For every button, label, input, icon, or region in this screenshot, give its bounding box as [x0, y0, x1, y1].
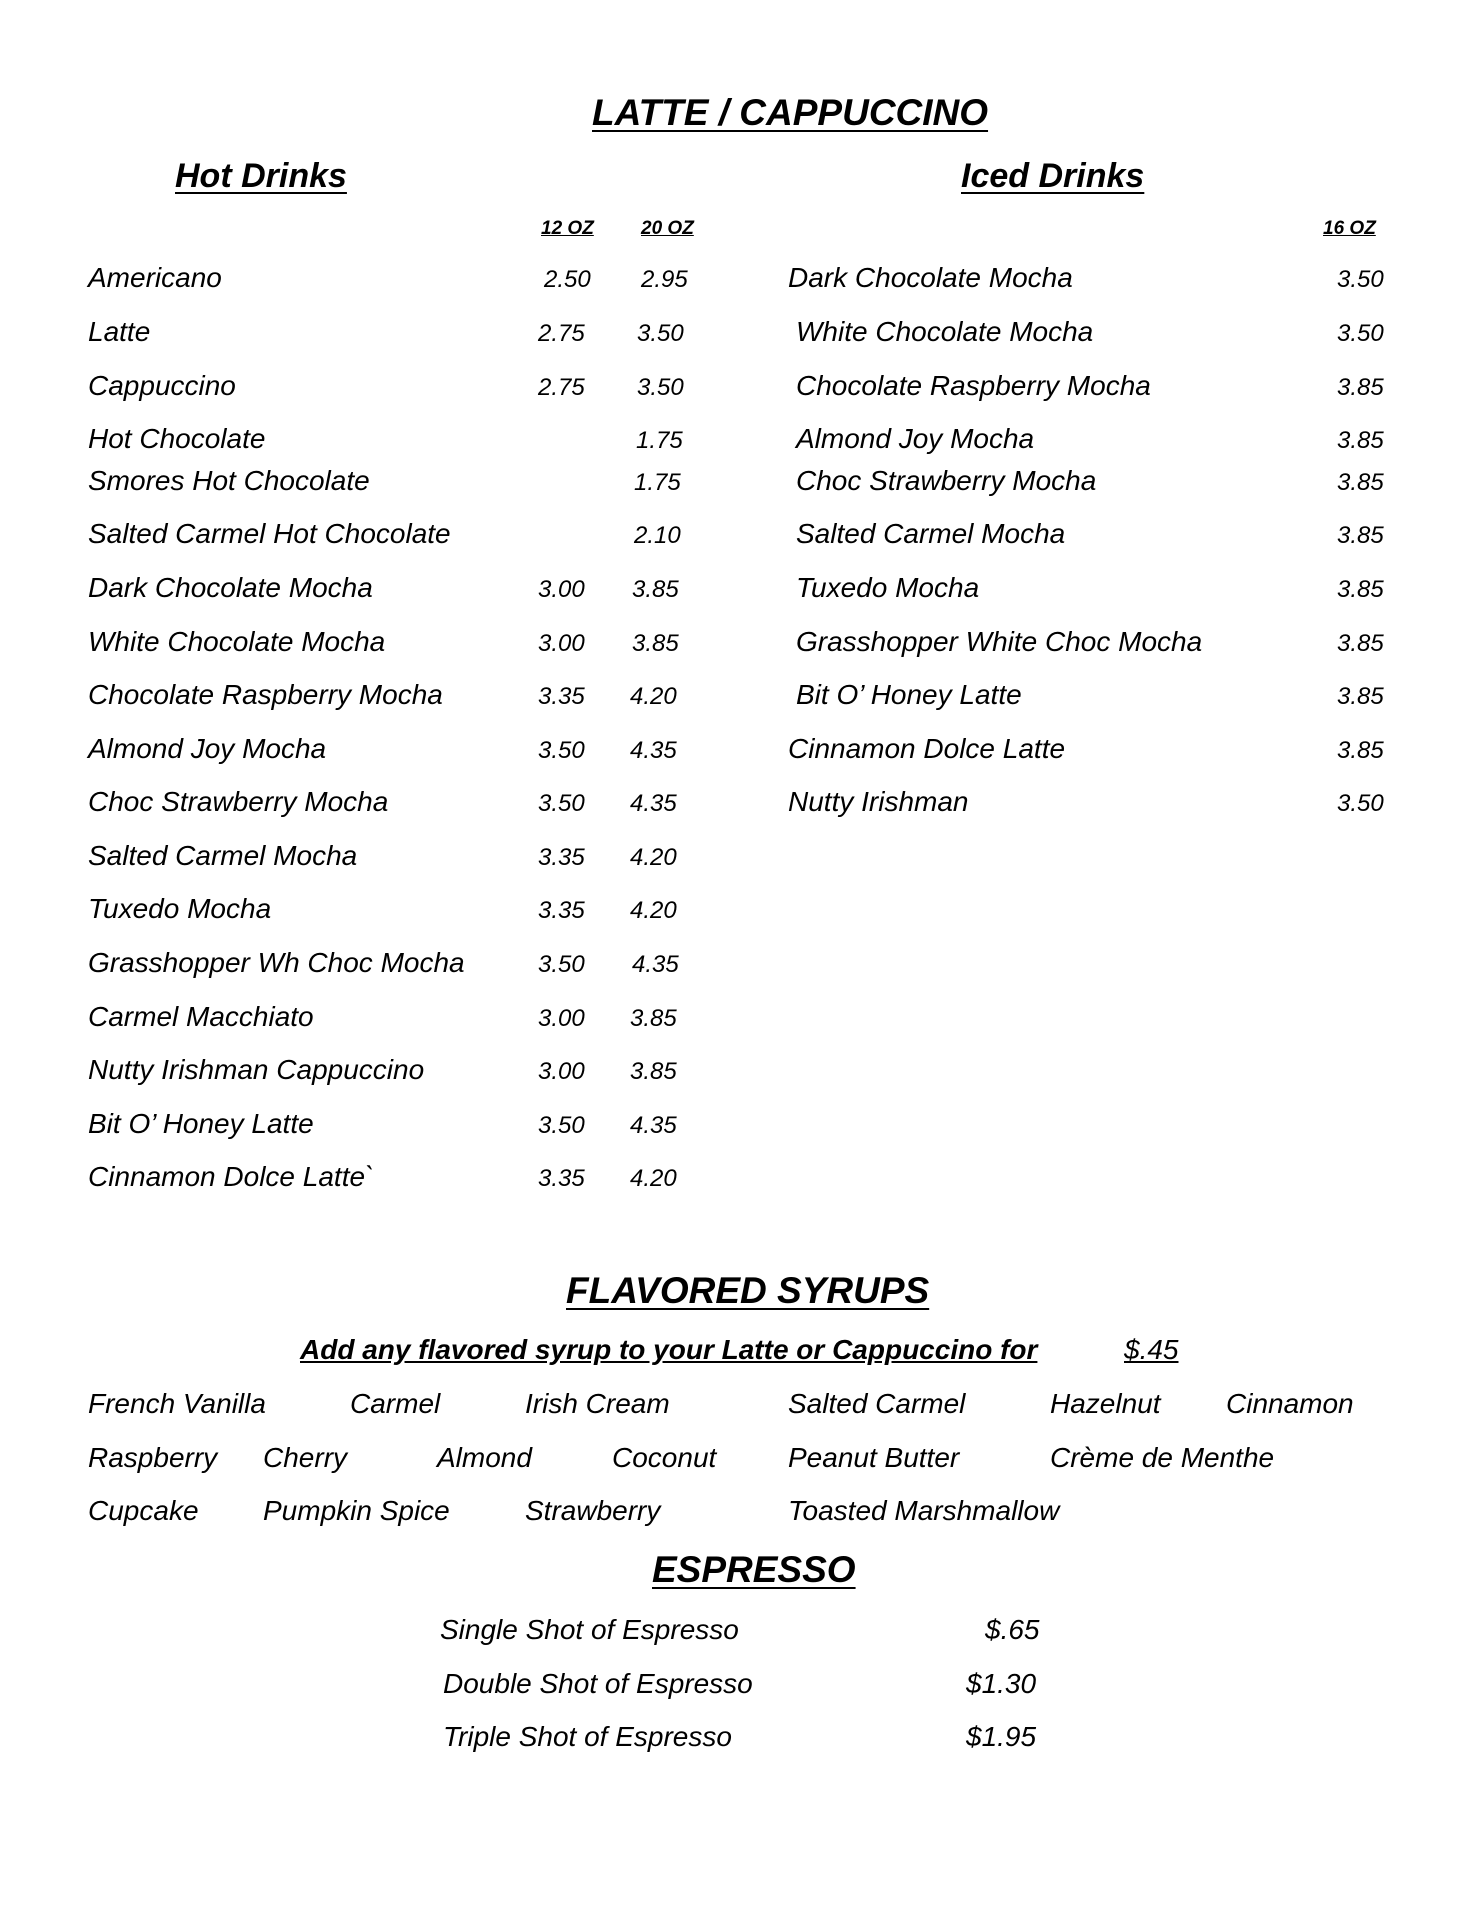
hot-item-price-20oz: 1.75 — [636, 427, 683, 454]
hot-item-price-12oz: 2.75 — [538, 374, 585, 401]
syrup-flavor: Toasted Marshmallow — [788, 1495, 1060, 1526]
hot-item-price-20oz: 4.35 — [630, 790, 677, 817]
syrup-flavor: Hazelnut — [1050, 1388, 1161, 1419]
iced-item-name: Chocolate Raspberry Mocha — [796, 370, 1151, 401]
hot-item-price-20oz: 3.50 — [637, 374, 684, 401]
hot-item-price-20oz: 3.85 — [630, 1005, 677, 1032]
hot-drinks-heading: Hot Drinks — [175, 157, 347, 195]
syrups-heading: FLAVORED SYRUPS — [566, 1270, 930, 1311]
hot-item-price-20oz: 4.20 — [630, 897, 677, 924]
syrups-price: $.45 — [1124, 1334, 1179, 1365]
iced-item-name: Choc Strawberry Mocha — [796, 465, 1097, 496]
iced-item-name: Tuxedo Mocha — [796, 572, 980, 603]
espresso-heading: ESPRESSO — [652, 1549, 856, 1590]
syrup-flavor: Cupcake — [88, 1495, 199, 1526]
espresso-item-name: Single Shot of Espresso — [440, 1614, 739, 1645]
hot-item-price-20oz: 3.85 — [632, 630, 679, 657]
iced-item-price-16oz: 3.50 — [1337, 790, 1384, 817]
espresso-item-price: $1.95 — [966, 1721, 1037, 1752]
hot-item-price-20oz: 4.20 — [630, 1165, 677, 1192]
hot-item-price-12oz: 3.50 — [538, 737, 585, 764]
hot-item-price-12oz: 2.50 — [544, 266, 591, 293]
syrup-flavor: Pumpkin Spice — [263, 1495, 450, 1526]
size-12oz-header: 12 OZ — [541, 218, 594, 239]
iced-item-price-16oz: 3.85 — [1337, 374, 1384, 401]
iced-item-name: Bit O’ Honey Latte — [796, 679, 1022, 710]
iced-item-name: Cinnamon Dolce Latte — [788, 733, 1066, 764]
espresso-item-name: Double Shot of Espresso — [443, 1668, 753, 1699]
syrup-flavor: Crème de Menthe — [1050, 1442, 1275, 1473]
hot-item-price-20oz: 4.35 — [632, 951, 679, 978]
hot-item-price-20oz: 2.95 — [641, 266, 688, 293]
syrup-flavor: Cherry — [263, 1442, 348, 1473]
iced-item-price-16oz: 3.85 — [1337, 427, 1384, 454]
syrup-flavor: Irish Cream — [525, 1388, 670, 1419]
hot-item-price-20oz: 3.50 — [637, 320, 684, 347]
hot-item-name: Cinnamon Dolce Latte` — [88, 1161, 375, 1192]
iced-item-name: Grasshopper White Choc Mocha — [796, 626, 1203, 657]
espresso-item-price: $.65 — [985, 1614, 1040, 1645]
hot-item-name: Tuxedo Mocha — [88, 893, 272, 924]
hot-item-price-12oz: 2.75 — [538, 320, 585, 347]
iced-item-price-16oz: 3.50 — [1337, 266, 1384, 293]
hot-item-price-12oz: 3.50 — [538, 951, 585, 978]
syrup-flavor: French Vanilla — [88, 1388, 266, 1419]
hot-item-name: Chocolate Raspberry Mocha — [88, 679, 443, 710]
hot-item-name: Hot Chocolate — [88, 423, 266, 454]
hot-item-price-12oz: 3.35 — [538, 844, 585, 871]
hot-item-price-12oz: 3.00 — [538, 1005, 585, 1032]
hot-item-price-12oz: 3.50 — [538, 790, 585, 817]
page-title: LATTE / CAPPUCCINO — [592, 92, 989, 133]
syrup-flavor: Cinnamon — [1226, 1388, 1354, 1419]
hot-item-name: Latte — [88, 316, 151, 347]
syrup-flavor: Coconut — [612, 1442, 717, 1473]
hot-item-name: Cappuccino — [88, 370, 236, 401]
hot-item-name: Grasshopper Wh Choc Mocha — [88, 947, 465, 978]
hot-item-name: Salted Carmel Mocha — [88, 840, 358, 871]
hot-item-price-20oz: 4.20 — [630, 844, 677, 871]
hot-item-price-12oz: 3.35 — [538, 897, 585, 924]
iced-item-price-16oz: 3.85 — [1337, 576, 1384, 603]
iced-item-price-16oz: 3.85 — [1337, 683, 1384, 710]
iced-item-name: Salted Carmel Mocha — [796, 518, 1066, 549]
size-16oz-header: 16 OZ — [1323, 218, 1376, 239]
hot-item-price-20oz: 3.85 — [630, 1058, 677, 1085]
iced-item-price-16oz: 3.85 — [1337, 522, 1384, 549]
hot-item-price-12oz: 3.00 — [538, 630, 585, 657]
hot-item-price-20oz: 1.75 — [634, 469, 681, 496]
hot-item-price-20oz: 4.20 — [630, 683, 677, 710]
syrup-flavor: Carmel — [350, 1388, 441, 1419]
iced-item-name: Nutty Irishman — [788, 786, 969, 817]
hot-item-price-12oz: 3.35 — [538, 683, 585, 710]
hot-item-price-20oz: 4.35 — [630, 1112, 677, 1139]
iced-drinks-heading: Iced Drinks — [961, 157, 1145, 195]
hot-item-name: Nutty Irishman Cappuccino — [88, 1054, 425, 1085]
iced-item-name: White Chocolate Mocha — [796, 316, 1094, 347]
syrup-flavor: Salted Carmel — [788, 1388, 966, 1419]
syrup-flavor: Peanut Butter — [788, 1442, 960, 1473]
hot-item-name: Smores Hot Chocolate — [88, 465, 370, 496]
iced-item-price-16oz: 3.85 — [1337, 630, 1384, 657]
espresso-item-name: Triple Shot of Espresso — [443, 1721, 732, 1752]
hot-item-name: White Chocolate Mocha — [88, 626, 386, 657]
hot-item-price-20oz: 4.35 — [630, 737, 677, 764]
syrup-flavor: Raspberry — [88, 1442, 218, 1473]
hot-item-price-12oz: 3.35 — [538, 1165, 585, 1192]
syrups-note: Add any flavored syrup to your Latte or Cappuccino for — [300, 1334, 1038, 1365]
iced-item-price-16oz: 3.50 — [1337, 320, 1384, 347]
iced-item-price-16oz: 3.85 — [1337, 469, 1384, 496]
hot-item-name: Salted Carmel Hot Chocolate — [88, 518, 451, 549]
hot-item-price-12oz: 3.00 — [538, 1058, 585, 1085]
iced-item-price-16oz: 3.85 — [1337, 737, 1384, 764]
iced-item-name: Dark Chocolate Mocha — [788, 262, 1073, 293]
hot-item-price-20oz: 3.85 — [632, 576, 679, 603]
hot-item-price-20oz: 2.10 — [634, 522, 681, 549]
hot-item-name: Dark Chocolate Mocha — [88, 572, 373, 603]
syrup-flavor: Strawberry — [525, 1495, 661, 1526]
hot-item-price-12oz: 3.00 — [538, 576, 585, 603]
hot-item-name: Americano — [88, 262, 222, 293]
hot-item-name: Bit O’ Honey Latte — [88, 1108, 314, 1139]
hot-item-name: Carmel Macchiato — [88, 1001, 314, 1032]
hot-item-name: Choc Strawberry Mocha — [88, 786, 389, 817]
syrup-flavor: Almond — [437, 1442, 532, 1473]
espresso-item-price: $1.30 — [966, 1668, 1037, 1699]
iced-item-name: Almond Joy Mocha — [796, 423, 1035, 454]
size-20oz-header: 20 OZ — [641, 218, 694, 239]
hot-item-name: Almond Joy Mocha — [88, 733, 327, 764]
hot-item-price-12oz: 3.50 — [538, 1112, 585, 1139]
